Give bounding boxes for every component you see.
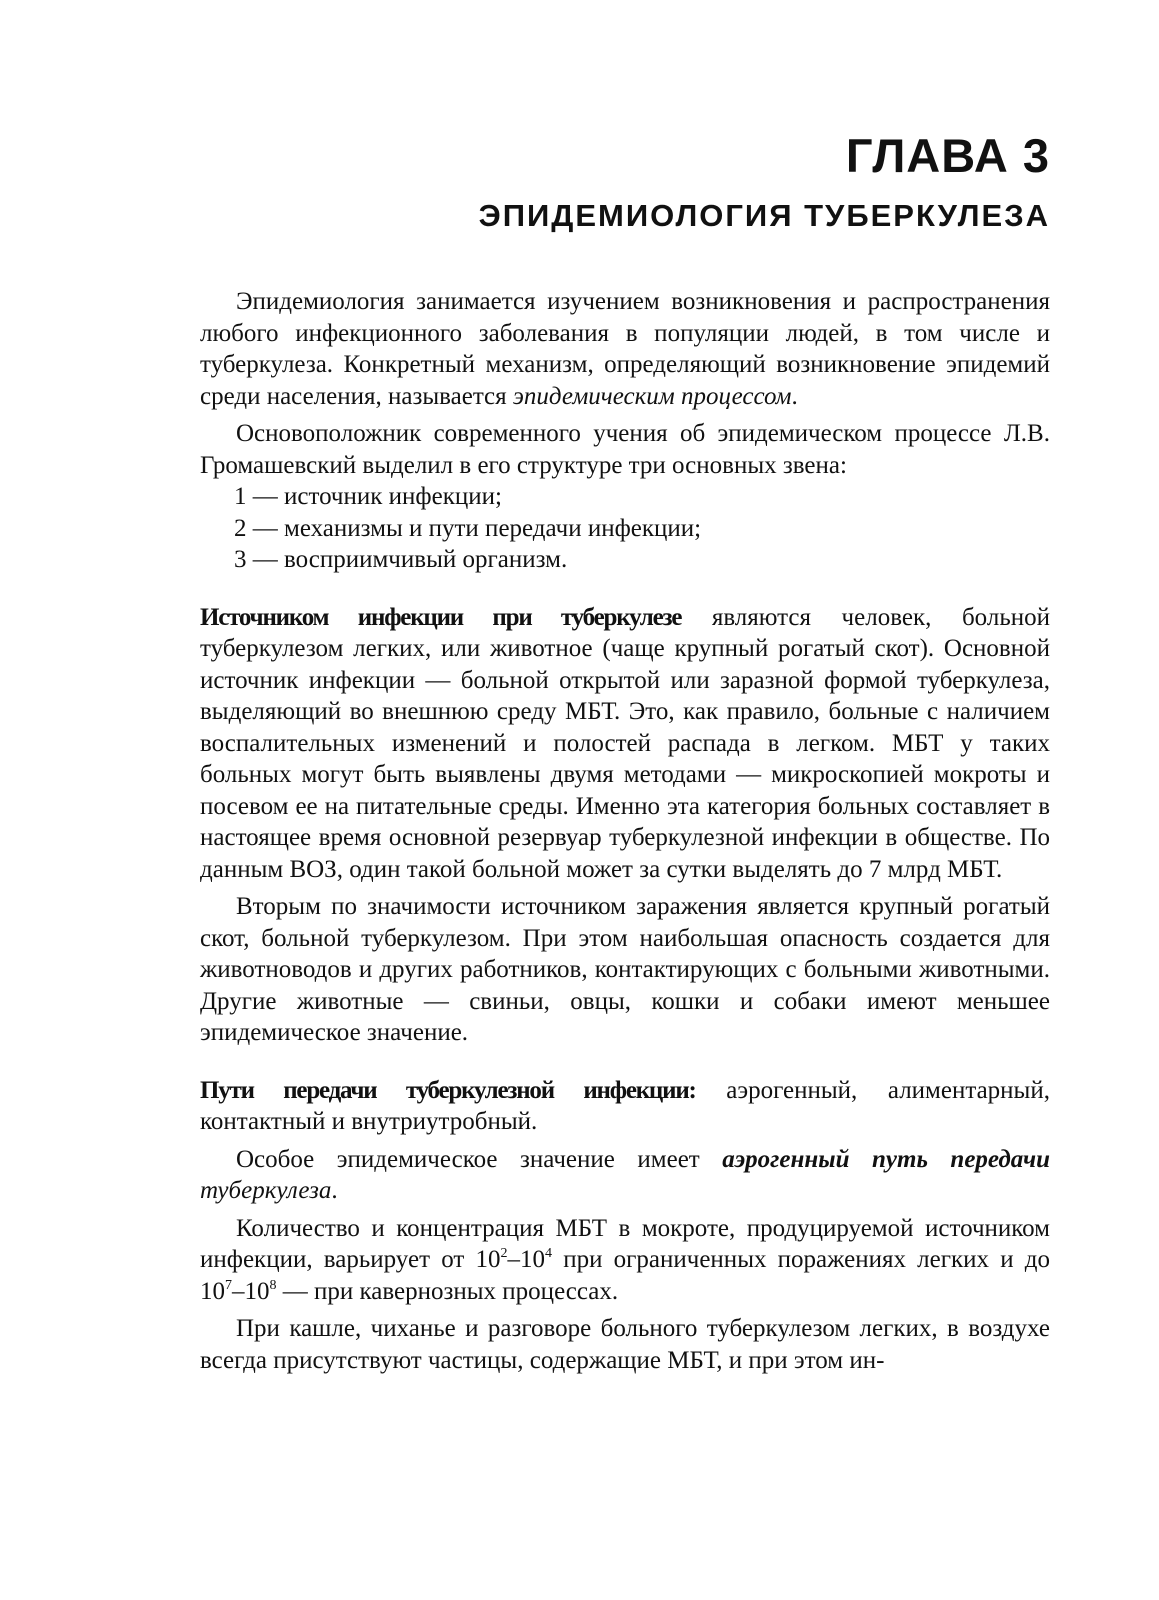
sources-heading: Источником инфекции при туберкулезе (200, 603, 682, 631)
transmission-paragraph-2-text: Особое эпидемическое значение имеет (236, 1145, 723, 1173)
chapter-body (200, 286, 1050, 1376)
transmission-paragraph-1 (200, 1075, 1050, 1138)
concentration-text-b: –10 (507, 1246, 545, 1273)
exponent: 4 (545, 1246, 552, 1261)
transmission-paragraph-2 (200, 1144, 1050, 1207)
epidemic-link-item: 3 — восприимчивый организм. (234, 546, 568, 573)
tuberculosis-term: туберкулеза (200, 1177, 332, 1204)
epidemic-link-item: 1 — источник инфекции; (234, 483, 502, 510)
concentration-text-d: –10 (232, 1277, 270, 1305)
sources-paragraph-2: Вторым по значимости источником заражения является крупный рогатый скот, больной туберкулезом. При этом наибольшая опасность создается для животноводов и других работников, контактирующих с больными животными. Другие животные — свиньи, овцы, кошки и собаки имеют меньшее эпидемическое значение. (200, 893, 1050, 1046)
aerogenic-route-term: аэрогенный путь передачи (722, 1145, 1051, 1173)
intro-paragraph-1-text: Эпидемиология занимается изучением возникновения и распространения любого инфекционного заболевания в популяции людей, в том числе и туберкулеза. Конкретный механизм, определяющий возникновение эпидемий среди населения, называется (200, 288, 1050, 410)
intro-paragraph-1 (200, 286, 1050, 412)
epidemic-link-item: 2 — механизмы и пути передачи инфекции; (234, 514, 702, 542)
concentration-text-a: Количество и концентрация МБТ в мокроте, продуцируемой источником инфекции, варьирует от 10 (200, 1214, 1050, 1273)
transmission-paragraph-4: При кашле, чиханье и разговоре больного туберкулезом легких, в воздухе всегда присутствуют частицы, содержащие МБТ, и при этом ин- (200, 1315, 1050, 1374)
chapter-number: ГЛАВА 3 (845, 129, 1050, 182)
transmission-heading: Пути передачи туберкулезной инфекции: (200, 1076, 696, 1104)
concentration-text-e: — при кавернозных процессах. (276, 1277, 619, 1305)
exponent: 7 (225, 1277, 232, 1293)
epidemic-process-term: эпидемическим процессом (512, 382, 792, 410)
intro-paragraph-2: Основоположник современного учения об эпидемическом процессе Л.В. Громашевский выделил в его структуре три основных звена: (200, 420, 1050, 479)
intro-paragraph-1-end: . (791, 382, 798, 410)
exponent: 8 (269, 1277, 277, 1293)
transmission-paragraph-1-text: аэрогенный, алиментарный, контактный и внутриутробный. (200, 1076, 1050, 1135)
sources-paragraph-1-text: являются человек, больной туберкулезом легких, или животное (чаще крупный рогатый скот). Основной источник инфекции — больной открытой или заразной формой туберкулеза, выделяющий во внешнюю среду МБТ. Это, как правило, больные с наличием воспалительных изменений и полостей распада в легком. МБТ у таких больных могут быть выявлены двумя методами — микроскопией мокроты и посевом ее на питательные среды. Именно эта категория больных составляет в настоящее время основной резервуар туберкулезной инфекции в обществе. По данным ВОЗ, один такой больной может за сутки выделять до 7 млрд МБТ. (200, 603, 1050, 883)
transmission-paragraph-3 (200, 1213, 1050, 1308)
transmission-paragraph-2-end: . (331, 1177, 338, 1204)
exponent: 2 (500, 1246, 508, 1261)
concentration-text-c: при ограниченных поражениях легких и до 10 (200, 1246, 1050, 1305)
chapter-title: ЭПИДЕМИОЛОГИЯ ТУБЕРКУЛЕЗА (478, 198, 1050, 233)
sources-paragraph-1 (200, 602, 1050, 886)
